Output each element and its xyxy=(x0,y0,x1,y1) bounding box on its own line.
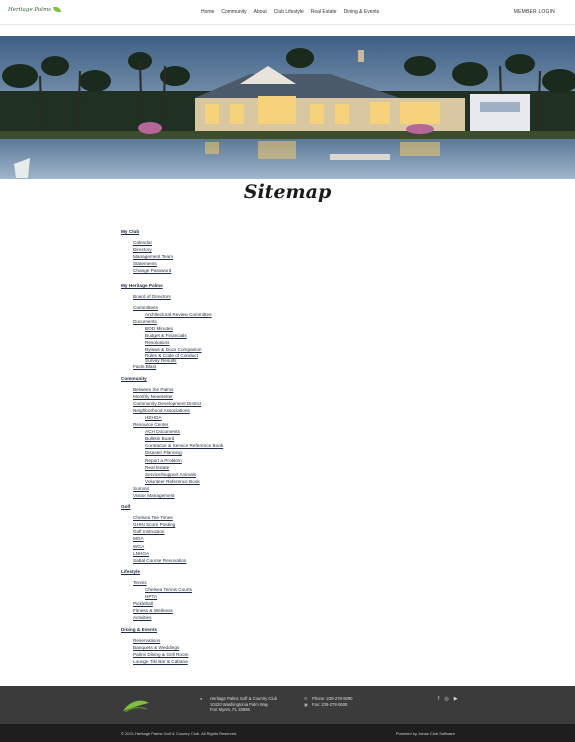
section-my-club[interactable]: My Club xyxy=(121,229,140,234)
nav-club-lifestyle[interactable]: Club Lifestyle xyxy=(273,9,304,15)
link-between-the-palms[interactable]: ◦ Between the Palms xyxy=(121,386,223,393)
link-bylaws[interactable]: ◦ Bylaws & Docs Companion xyxy=(121,346,223,353)
link-facts-blast[interactable]: ◦ Facts Blast xyxy=(121,363,223,370)
site-footer xyxy=(0,686,575,724)
fax-icon: ▣ xyxy=(304,701,308,707)
phone-icon: ✆ xyxy=(304,696,308,701)
footer-contact: ✆ Phone: 239-278-9090 ▣ Fax: 239-278-0608 xyxy=(304,696,353,707)
link-resource-center[interactable]: ◦ Resource Center xyxy=(121,421,223,428)
link-banquets[interactable]: ◦ Banquets & Weddings xyxy=(121,644,223,651)
site-header xyxy=(0,0,575,25)
link-budget-financials[interactable]: ◦ Budget & Financials xyxy=(121,332,223,339)
link-fitness-wellness[interactable]: ◦ Fitness & Wellness xyxy=(121,607,223,614)
nav-about[interactable]: About xyxy=(253,9,267,15)
social-links xyxy=(438,696,458,702)
link-hpta[interactable]: ◦ HPTA xyxy=(121,593,223,600)
link-monthly-newsletter[interactable]: ◦ Monthly Newsletter xyxy=(121,393,223,400)
link-sabal-renovation[interactable]: ◦ Sabal Course Renovation xyxy=(121,557,223,564)
link-volunteer-reference[interactable]: ◦ Volunteer Reference Book xyxy=(121,478,223,485)
youtube-icon[interactable]: ▶ xyxy=(453,696,458,702)
link-reservations[interactable]: ◦ Reservations xyxy=(121,637,223,644)
instagram-icon[interactable]: ◎ xyxy=(444,696,449,702)
link-cdd[interactable]: ◦ Community Development District xyxy=(121,400,223,407)
powered-by-link[interactable]: Powered by Jonas Club Software xyxy=(395,731,455,736)
link-contractor-reference[interactable]: ◦ Contractor & Service Reference Book xyxy=(121,442,223,449)
link-visitor-management[interactable]: ◦ Visitor Management xyxy=(121,492,223,499)
link-pickleball[interactable]: ◦ Pickleball xyxy=(121,600,223,607)
link-golf-instruction[interactable]: ◦ Golf Instruction xyxy=(121,528,223,535)
site-logo[interactable]: Heritage Palms xyxy=(8,7,61,13)
link-lnhga[interactable]: ◦ LNHGA xyxy=(121,550,223,557)
nav-community[interactable]: Community xyxy=(221,9,247,15)
leaf-icon xyxy=(53,7,61,12)
map-pin-icon: ● xyxy=(200,696,203,701)
link-bulletin-board[interactable]: ◦ Bulletin Board xyxy=(121,435,223,442)
link-ghin[interactable]: ◦ GHIN Score Posting xyxy=(121,521,223,528)
link-hehoa[interactable]: ◦ HEHOA xyxy=(121,414,223,421)
link-survey-results[interactable]: Survey Results xyxy=(145,358,177,364)
link-rules-code[interactable]: ◦ Rules & Code of Conduct xyxy=(121,353,223,358)
link-lounge[interactable]: ◦ Lounge Tiki Bar & Cabana xyxy=(121,658,223,665)
nav-home[interactable]: Home xyxy=(201,9,215,15)
link-documents[interactable]: ◦ Documents xyxy=(121,318,223,325)
link-bod-minutes[interactable]: ◦ BOD Minutes xyxy=(121,325,223,332)
link-calendar[interactable]: ◦ Calendar xyxy=(121,239,223,246)
copyright-text: © 2021 Heritage Palms Golf & Country Club. All Rights Reserved. xyxy=(121,731,238,736)
nav-dining-events[interactable]: Dining & Events xyxy=(343,9,380,15)
footer-address: ● Heritage Palms Golf & Country Club 10420 Washingtonia Palm Way Fort Myers, FL 33966 xyxy=(200,696,278,713)
section-my-heritage-palms[interactable]: My Heritage Palms xyxy=(121,282,163,288)
link-tennis[interactable]: ◦ Tennis xyxy=(121,579,223,586)
nav-real-estate[interactable]: Real Estate xyxy=(310,9,337,15)
link-wga[interactable]: ◦ WGA xyxy=(121,543,223,550)
main-nav xyxy=(201,9,379,15)
link-real-estate[interactable]: ◦ Real Estate xyxy=(121,464,223,471)
sitemap-list xyxy=(121,228,223,665)
link-activities[interactable]: ◦ Activities xyxy=(121,614,223,621)
link-management-team[interactable]: ◦ Management Team xyxy=(121,253,223,260)
link-service-animals[interactable]: ◦ Service/Support Animals xyxy=(121,471,223,478)
clubhouse-illustration xyxy=(0,36,575,179)
hero-image xyxy=(0,36,575,179)
footer-bottom-bar xyxy=(0,724,575,742)
page-title: Sitemap xyxy=(243,181,332,203)
link-report-problem[interactable]: ◦ Report a Problem xyxy=(121,457,223,464)
link-chelsea-tennis[interactable]: ◦ Chelsea Tennis Courts xyxy=(121,586,223,593)
link-ach-documents[interactable]: ◦ ACH Documents xyxy=(121,428,223,435)
link-change-password[interactable]: ◦ Change Password xyxy=(121,267,223,274)
section-dining-events[interactable]: Dining & Events xyxy=(121,626,157,632)
link-neighborhood-associations[interactable]: ◦ Neighborhood Associations xyxy=(121,407,223,414)
link-chelsea-tee-times[interactable]: ◦ Chelsea Tee Times xyxy=(121,514,223,521)
member-login-link[interactable]: MEMBER LOGIN xyxy=(513,9,555,15)
link-statements[interactable]: ◦ Statements xyxy=(121,260,223,267)
palm-leaf-icon xyxy=(121,697,151,715)
link-mga[interactable]: ◦ MGA xyxy=(121,535,223,542)
link-palms-dining[interactable]: ◦ Palms Dining & Grill Room xyxy=(121,651,223,658)
link-committees[interactable]: ◦ Committees xyxy=(121,304,223,311)
link-disaster-planning[interactable]: ◦ Disaster Planning xyxy=(121,449,223,456)
link-summit[interactable]: ◦ Summit xyxy=(121,485,223,492)
link-architectural-review[interactable]: ◦ Architectural Review Committee xyxy=(121,311,223,318)
section-golf[interactable]: Golf xyxy=(121,504,131,510)
link-board-of-directors[interactable]: ◦ Board of Directors xyxy=(121,293,223,300)
footer-logo[interactable] xyxy=(121,697,151,716)
section-lifestyle[interactable]: Lifestyle xyxy=(121,568,141,574)
link-directory[interactable]: ◦ Directory xyxy=(121,246,223,253)
facebook-icon[interactable]: f xyxy=(438,696,440,702)
section-community[interactable]: Community xyxy=(121,375,147,381)
link-resolutions[interactable]: ◦ Resolutions xyxy=(121,339,223,346)
